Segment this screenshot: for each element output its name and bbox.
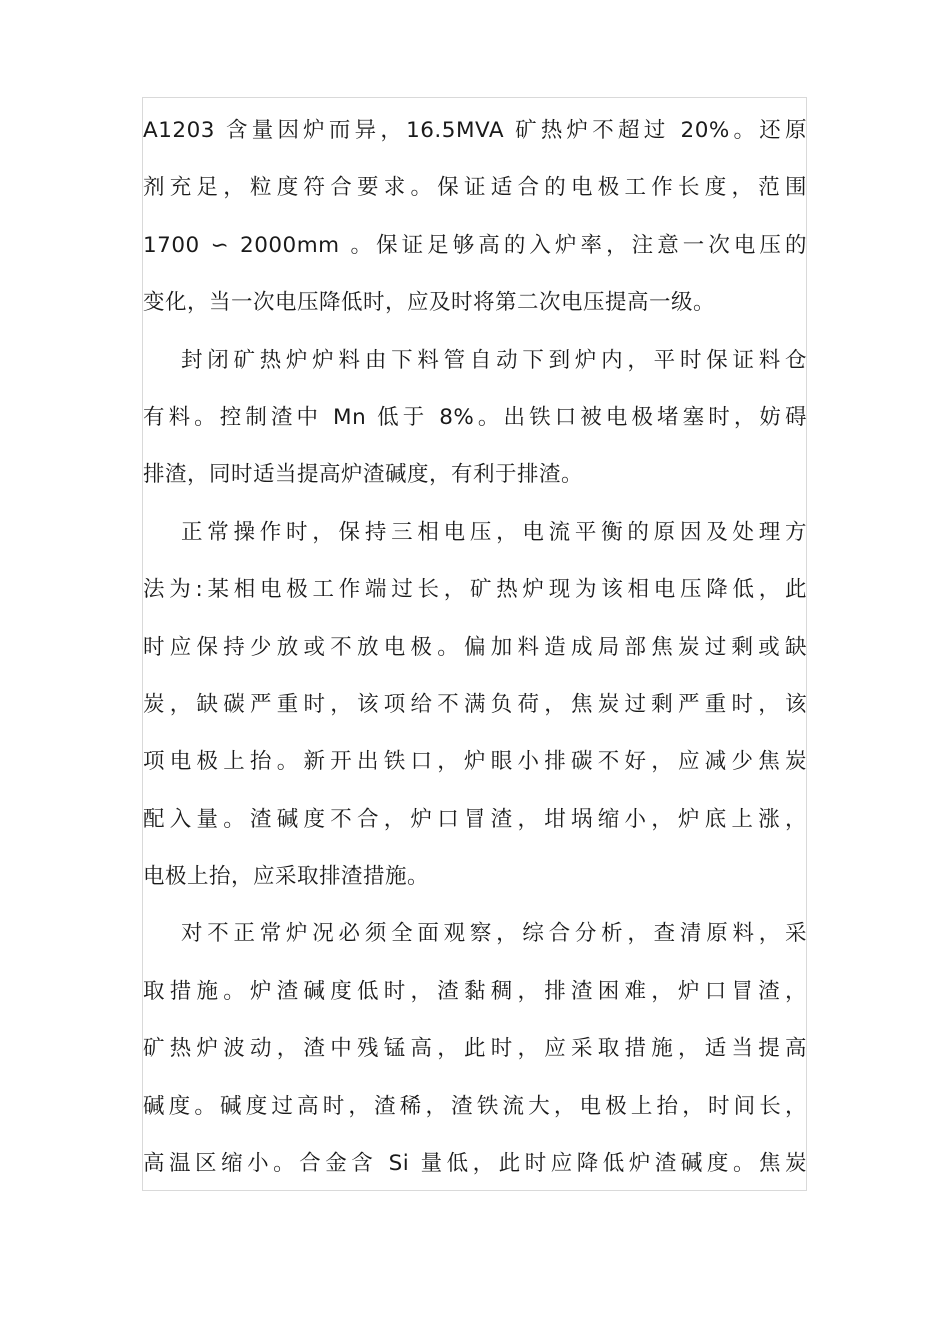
text-line: 电极上抬，应采取排渣措施。 (143, 864, 430, 890)
text-line: 取措施。炉渣碱度低时，渣黏稠，排渣困难，炉口冒渣， (143, 978, 807, 1004)
text-line: 项电极上抬。新开出铁口，炉眼小排碳不好，应减少焦炭 (143, 749, 807, 775)
text-line: 有料。控制渣中 Mn 低于 8%。出铁口被电极堵塞时，妨碍 (143, 404, 807, 430)
text-line: 变化，当一次电压降低时，应及时将第二次电压提高一级。 (143, 290, 716, 316)
text-line: 碱度。碱度过高时，渣稀，渣铁流大，电极上抬，时间长， (143, 1093, 807, 1119)
text-line: 排渣，同时适当提高炉渣碱度，有利于排渣。 (143, 462, 584, 488)
text-line: A1203 含量因炉而异，16.5MVA 矿热炉不超过 20%。还原 (143, 118, 807, 143)
text-line: 炭，缺碳严重时，该项给不满负荷，焦炭过剩严重时，该 (143, 691, 807, 717)
document-body (143, 102, 807, 1192)
paragraph-first-line: 正常操作时，保持三相电压，电流平衡的原因及处理方 (181, 519, 807, 545)
text-line: 高温区缩小。合金含 Si 量低，此时应降低炉渣碱度。焦炭 (143, 1151, 807, 1177)
text-line: 1700 ∽ 2000mm 。保证足够高的入炉率，注意一次电压的 (143, 232, 807, 258)
paragraph-first-line: 对不正常炉况必须全面观察，综合分析，查清原料，采 (181, 921, 807, 947)
text-line: 时应保持少放或不放电极。偏加料造成局部焦炭过剩或缺 (143, 634, 807, 660)
text-line: 矿热炉波动，渣中残锰高，此时，应采取措施，适当提高 (143, 1036, 807, 1062)
text-line: 法为:某相电极工作端过长，矿热炉现为该相电压降低，此 (143, 577, 807, 603)
paragraph-first-line: 封闭矿热炉炉料由下料管自动下到炉内，平时保证料仓 (181, 347, 807, 373)
text-line: 剂充足，粒度符合要求。保证适合的电极工作长度，范围 (143, 175, 807, 201)
text-line: 配入量。渣碱度不合，炉口冒渣，坩埚缩小，炉底上涨， (143, 806, 807, 832)
